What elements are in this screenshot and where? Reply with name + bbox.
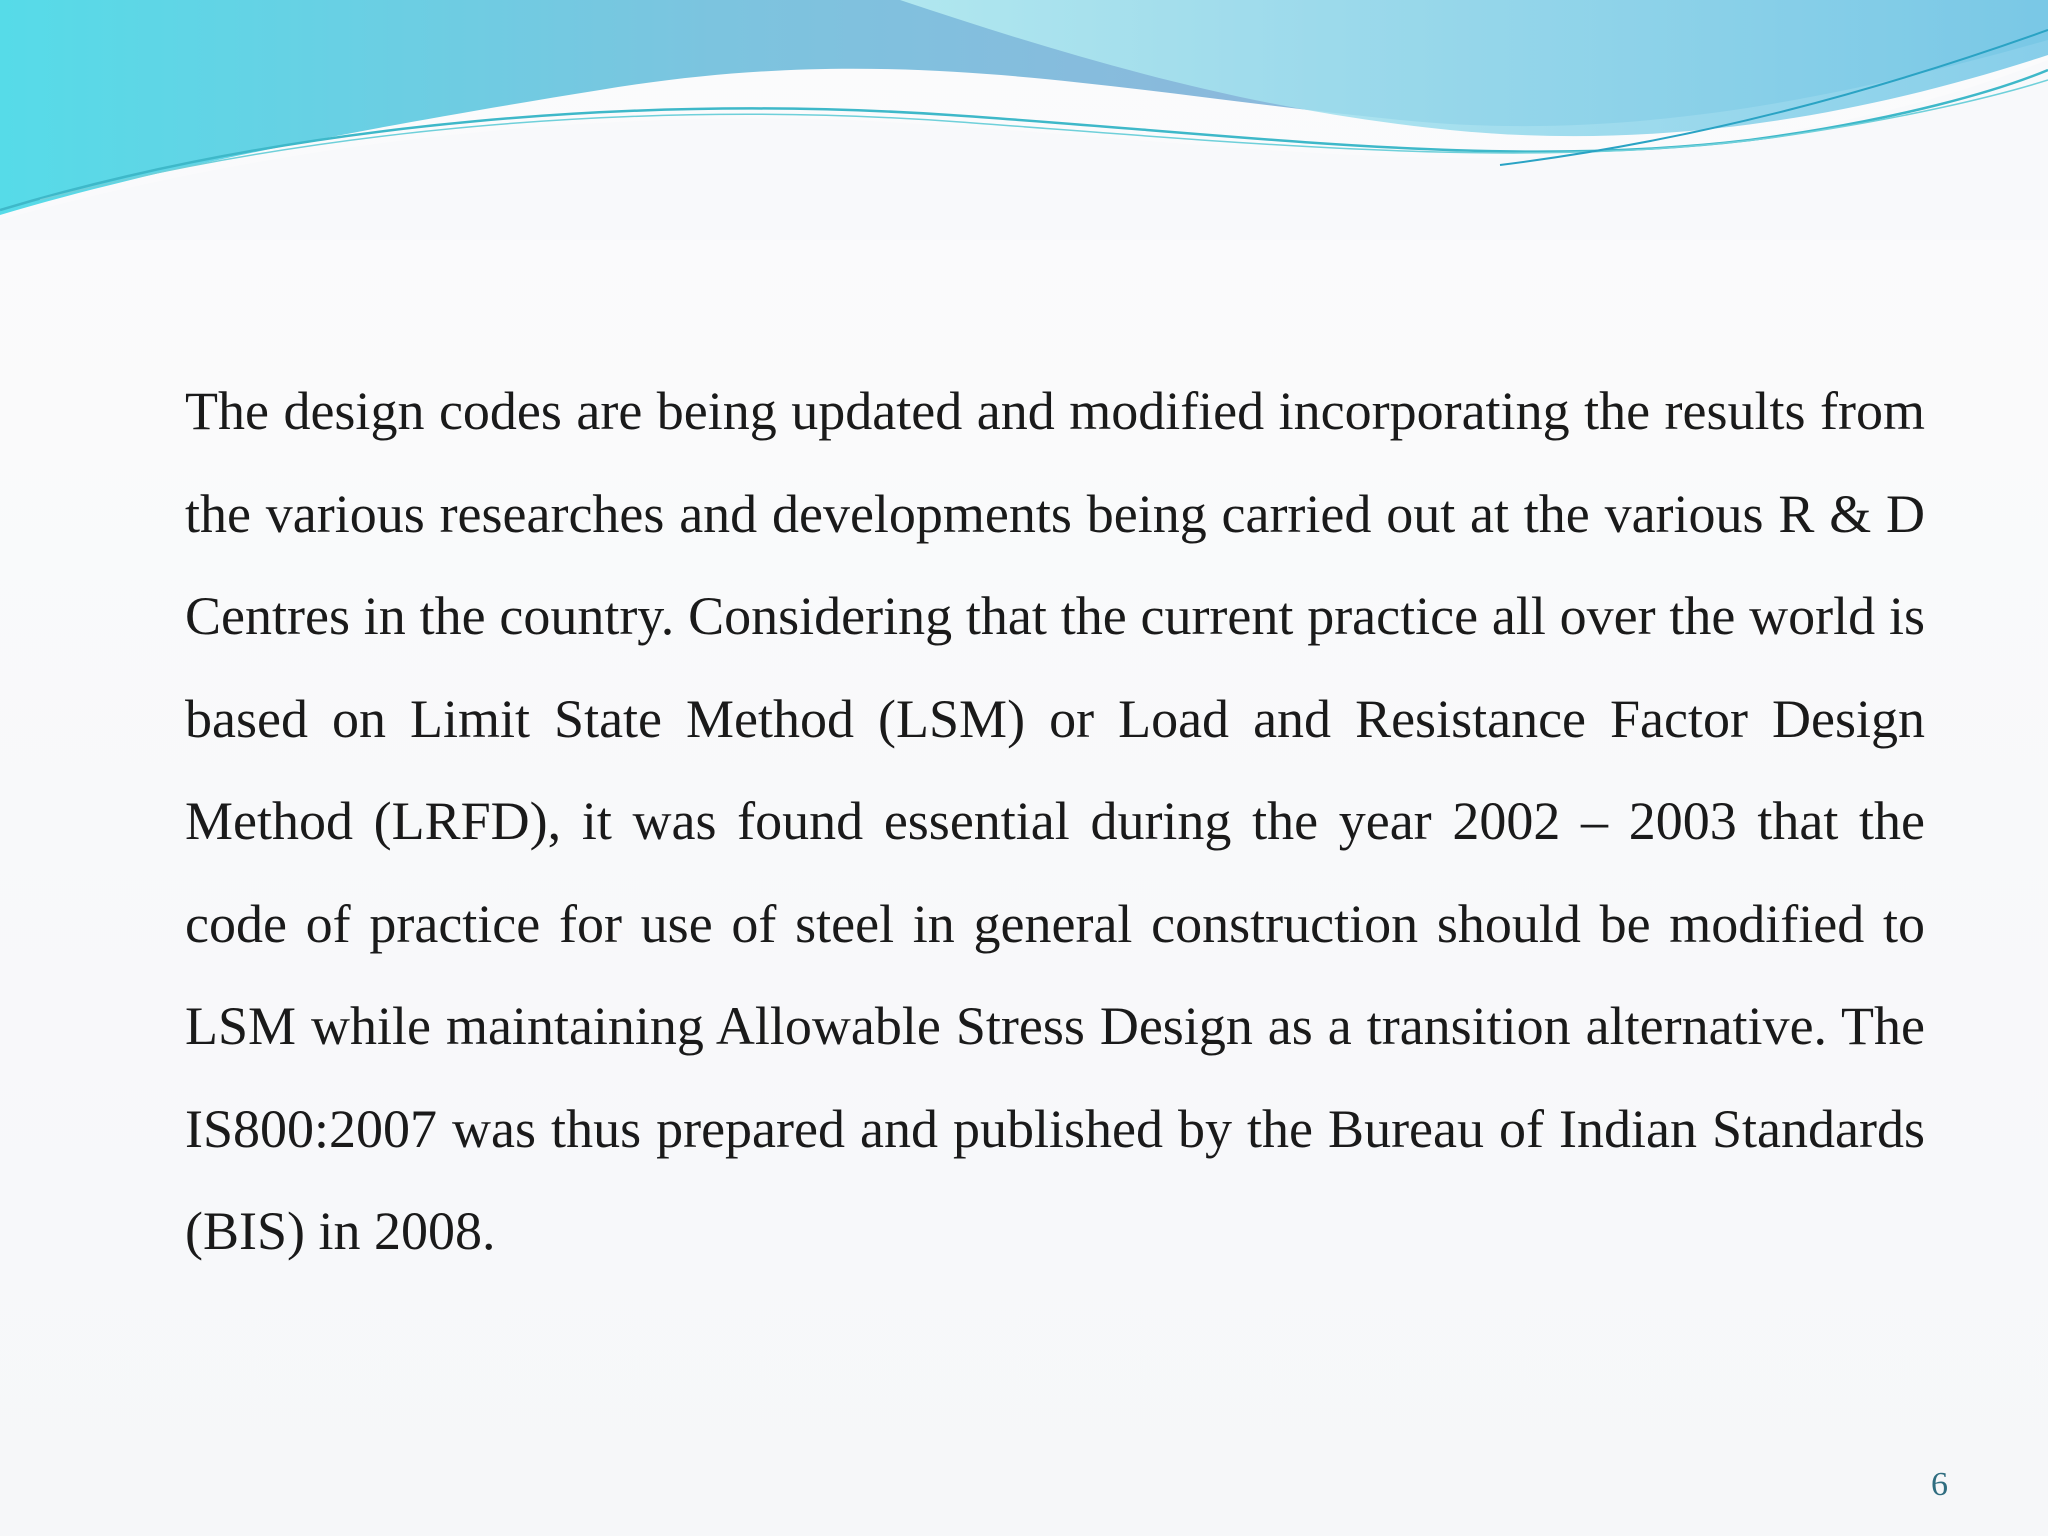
header-wave-decoration [0, 0, 2048, 240]
body-paragraph: The design codes are being updated and modified incorporating the results from the various researches and developments being carried out at the various R & D Centres in the country. Considering that the current practice all over the world is based on Limit State Method (LSM) or Load and Resistance Factor Design Method (LRFD), it was found essential during the year 2002 – 2003 that the code of practice for use of steel in general construction should be modified to LSM while maintaining Allowable Stress Design as a transition alternative. The IS800:2007 was thus prepared and published by the Bureau of Indian Standards (BIS) in 2008. [185, 381, 1925, 1261]
page-number: 6 [1931, 1466, 1948, 1503]
